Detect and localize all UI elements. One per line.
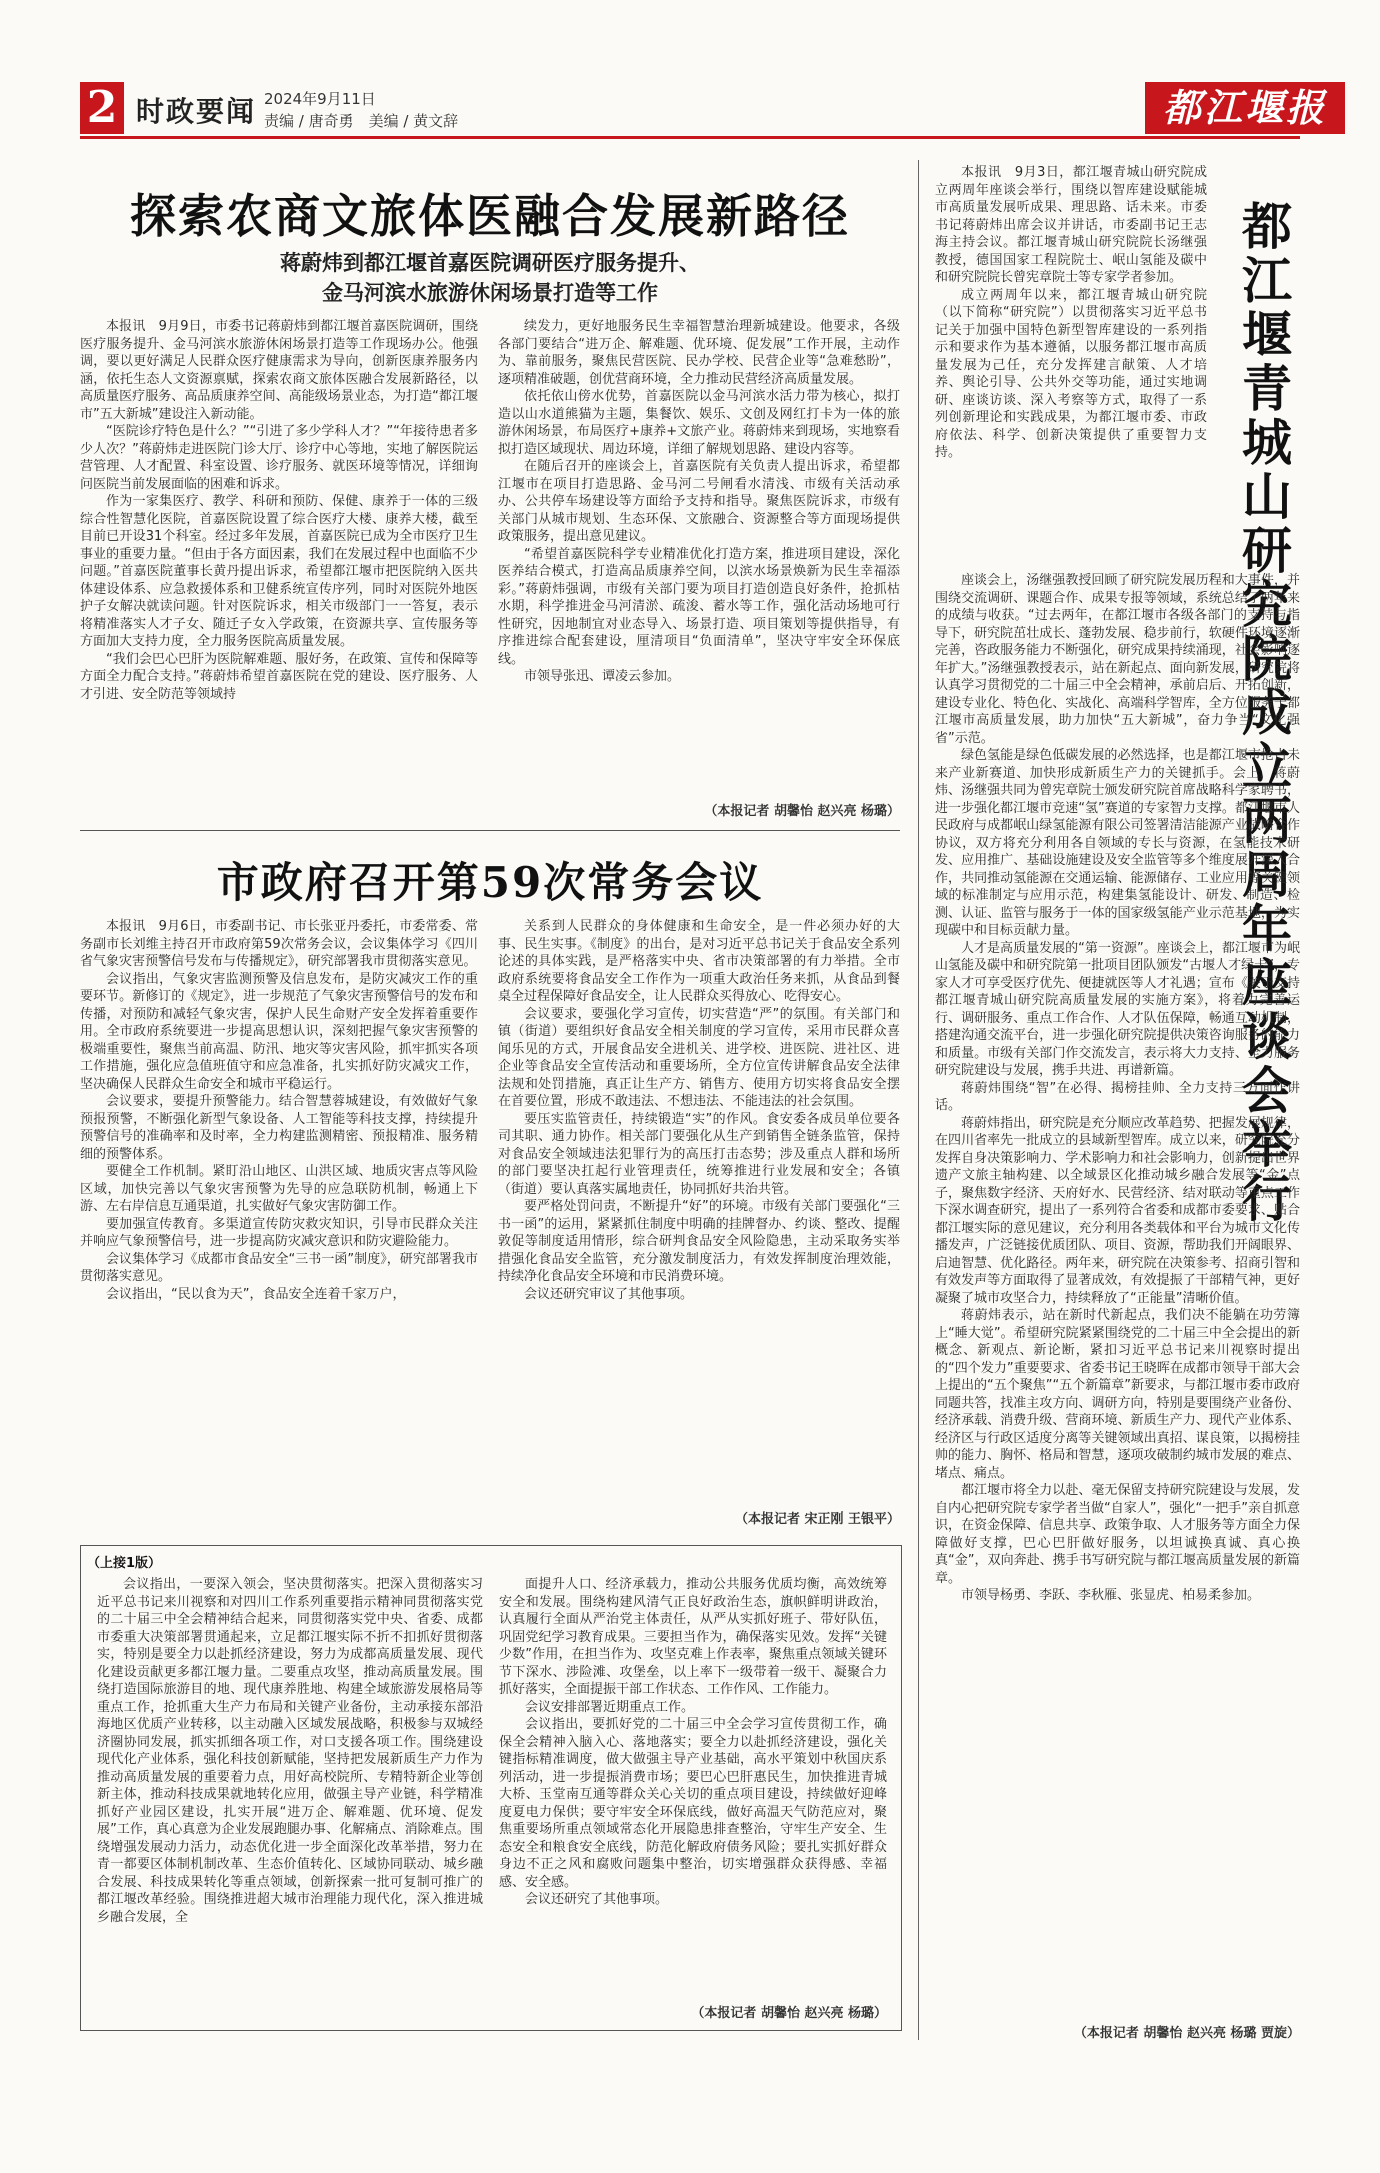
article2-col2 [498, 918, 900, 1490]
paragraph: 蒋蔚炜指出，研究院是充分顺应改革趋势、把握发展规律，在四川省率先一批成立的县域新型智库。成立以来，研究院充分发挥自身决策影响力、学术影响力和社会影响力，创新提出世界遗产文旅主轴构建、以全域景区化推动城乡融合发展等“金”点子，聚焦数字经济、天府好水、民营经济、结对联动等重点工作下深水调查研究，提出了一系列符合省委和成都市委要求、贴合都江堰实际的意见建议，充分利用各类载体和平台为城市文化传播发声，广泛链接优质团队、项目、资源，帮助我们开阔眼界、启迪智慧、优化路径。两年来，研究院在决策参考、招商引智和有效发声等方面取得了显著成效，有效提振了干部精气神，更好凝聚了城市攻坚合力，持续释放了“正能量”清晰价值。 [935, 1115, 1300, 1306]
paragraph: 要压实监管责任，持续锻造“实”的作风。食安委各成员单位要各司其职、通力协作。相关部门要强化从生产到销售全链条监管，保持对食品安全领域违法犯罪行为的高压打击态势；涉及重点人群和场所的部门要坚决扛起行业管理责任，统筹推进行业发展和安全；各镇（街道）要认真落实属地责任，协同抓好共治共管。 [498, 1111, 900, 1197]
paragraph: 在随后召开的座谈会上，首嘉医院有关负责人提出诉求，希望都江堰市在项目打造思路、金马河二号闸看水清浅、市级有关活动承办、公共停车场建设等方面给予支持和指导。聚焦医院诉求，市级有关部门从城市规划、生态环保、文旅融合、资源整合等方面现场提供政策服务，提出意见建议。 [498, 459, 900, 544]
article1-subtitle-line1: 蒋蔚炜到都江堰首嘉医院调研医疗服务提升、 [280, 250, 700, 275]
paragraph: “医院诊疗特色是什么？”“引进了多少学科人才？”“年接待患者多少人次？”蒋蔚炜走进医院门诊大厅、诊疗中心等地，实地了解医院运营管理、人才配置、科室设置、诊疗服务、就医环境等情况，详细询问医院当前发展面临的困难和诉求。 [80, 424, 478, 492]
paragraph: 人才是高质量发展的“第一资源”。座谈会上，都江堰市为岷山氢能及碳中和研究院第一批项目团队颁发“古堰人才绿卡”，专家人才可享受医疗优先、便捷就医等人才礼遇；宣布《关于支持都江堰青城山研究院高质量发展的实施方案》，将着力完善运行、调研服务、重点工作合作、人才队伍保障，畅通互动机制，搭建沟通交流平台，进一步强化研究院提供决策咨询服务的能力和质量。市级有关部门作交流发言，表示将大力支持、全力服务研究院建设与发展，携手共进、再谱新篇。 [935, 940, 1300, 1078]
paragraph: 会议指出，一要深入领会，坚决贯彻落实。把深入贯彻落实习近平总书记来川视察和对四川工作系列重要指示精神同贯彻落实党的二十届三中全会精神结合起来，同贯彻落实党中央、省委、成都市委重大决策部署贯通起来，立足都江堰实际不折不扣抓好贯彻落实，特别是要全力以赴抓经济建设，努力为成都高质量发展、现代化建设贡献更多都江堰力量。二要重点攻坚，推动高质量发展。围绕打造国际旅游目的地、现代康养胜地、构建全域旅游发展格局等重点工作，抢抓重大生产力布局和关键产业备份，主动承接东部沿海地区优质产业转移，以主动融入区域发展战略，积极参与双城经济圈协同发展，抓实抓细各项工作，对口支援各项工作。围绕建设现代化产业体系，强化科技创新赋能，坚持把发展新质生产力作为推动高质量发展的重要着力点，用好高校院所、专精特新企业等创新主体，推动科技成果就地转化应用，做强主导产业链，科学精准抓好产业园区建设，扎实开展“进万企、解难题、优环境、促发展”工作，真心真意为企业发展跑腿办事、化解痛点、消除难点。围绕增强发展动力活力，动态优化进一步全面深化改革举措，努力在青一都要区体制机制改革、生态价值转化、区域协同联动、城乡融合发展、科技成果转化等重点领域，创新探索一批可复制可推广的都江堰改革经验。围绕推进超大城市治理能力现代化，深入推进城乡融合发展，全 [97, 1577, 483, 1925]
paragraph: 绿色氢能是绿色低碳发展的必然选择，也是都江堰市抢占未来产业新赛道、加快形成新质生产力的关键抓手。会上，蒋蔚炜、汤继强共同为曾宪章院士颁发研究院首席战略科学家聘书，进一步强化都江堰市竞速“氢”赛道的专家智力支撑。都江堰市人民政府与成都岷山绿氢能源有限公司签署清洁能源产业战略合作协议，双方将充分利用各自领域的专长与资源，在氢能技术研发、应用推广、基础设施建设及安全监管等多个维度展开深入合作，共同推动氢能源在交通运输、能源储存、工业应用等关键领域的标准制定与应用示范，构建集氢能设计、研发、制造、检测、认证、监管与服务于一体的国家级氢能产业示范基地，为实现碳中和目标贡献力量。 [935, 748, 1300, 938]
article2-col1 [80, 918, 478, 1490]
continued-article-box [80, 1545, 902, 2031]
paragraph: 会议指出，气象灾害监测预警及信息发布，是防灾减灾工作的重要环节。新修订的《规定》，进一步规范了气象灾害预警信号的发布和传播，对预防和减轻气象灾害，保护人民生命财产安全发挥着重要作用。全市政府系统要进一步提高思想认识，深刻把握气象灾害预警的极端重要性，聚焦当前高温、防汛、地灾等灾害风险，抓牢抓实各项工作措施，强化应急值班值守和应急准备，扎实抓好防灾减灾工作，坚决确保人民群众生命安全和城市平稳运行。 [80, 971, 478, 1092]
paragraph: 会议要求，要强化学习宣传，切实营造“严”的氛围。有关部门和镇（街道）要组织好食品安全相关制度的学习宣传，采用市民群众喜闻乐见的方式，开展食品安全进机关、进学校、进医院、进社区、进企业等食品安全宣传活动和重要场所，全方位宣传讲解食品安全法律法规和处罚措施，真正让生产方、销售方、使用方切实将食品安全摆在首要位置，形成不敢违法、不想违法、不能违法的社会氛围。 [498, 1006, 900, 1109]
paragraph: 本报讯 9月6日，市委副书记、市长张亚丹委托，市委常委、常务副市长刘维主持召开市政府第59次常务会议，会议集体学习《四川省气象灾害预警信号发布与传播规定》，研究部署我市贯彻落实意见。 [80, 919, 478, 969]
page-number: 2 [80, 82, 124, 134]
article1-col1 [80, 318, 478, 790]
paragraph: 会议还研究了其他事项。 [525, 1892, 669, 1907]
editor-credits: 责编 / 唐奇勇 美编 / 黄文辞 [264, 112, 459, 130]
article1-byline: （本报记者 胡馨怡 赵兴亮 杨璐） [704, 804, 900, 819]
paragraph: 都江堰市将全力以赴、毫无保留支持研究院建设与发展，发自内心把研究院专家学者当做“自家人”，强化“一把手”亲自抓意识，在资金保障、信息共享、政策争取、人才服务等方面全力保障做好支撑，巴心巴肝做好服务，以坦诚换真诚、真心换真“金”，双向奔赴、携手书写研究院与都江堰高质量发展的新篇章。 [935, 1483, 1300, 1586]
article3-title: 都江堰青城山研究院成立两周年座谈会举行 [1234, 200, 1293, 1226]
paragraph: 蒋蔚炜围绕“智”在必得、揭榜挂帅、全力支持三方面作讲话。 [935, 1080, 1300, 1113]
continued-label: （上接1版） [87, 1556, 162, 1571]
article3-body [935, 572, 1300, 2018]
paragraph: 会议安排部署近期重点工作。 [525, 1699, 695, 1715]
paragraph: 会议指出，“民以食为天”，食品安全连着千家万户， [106, 1286, 406, 1302]
article3-byline: （本报记者 胡馨怡 赵兴亮 杨璐 贾旋） [1073, 2026, 1300, 2041]
paragraph: 市领导杨勇、李跃、李秋雁、张显虎、柏易柔参加。 [961, 1588, 1261, 1603]
article2-title: 市政府召开第59次常务会议 [216, 858, 764, 907]
paragraph: 要加强宣传教育。多渠道宣传防灾救灾知识，引导市民群众关注并响应气象预警信号，进一步提高防灾减灾意识和防灾避险能力。 [80, 1216, 478, 1249]
paragraph: 蒋蔚炜表示，站在新时代新起点，我们决不能躺在功劳簿上“睡大觉”。希望研究院紧紧围绕党的二十届三中全会提出的新概念、新观点、新论断，紧扣习近平总书记来川视察时提出的“四个发力”重要要求、省委书记王晓晖在成都市领导干部大会上提出的“五个聚焦”“五个新篇章”新要求，与都江堰市委市政府同题共答，找准主攻方向、调研方向，特别是要围绕产业备份、经济承载、消费升级、营商环境、新质生产力、现代产业体系、经济区与行政区适度分离等关键领域出真招、谋良策，以揭榜挂帅的能力、胸怀、格局和智慧，逐项攻破制约城市发展的难点、堵点、痛点。 [935, 1308, 1300, 1481]
paragraph: 依托依山傍水优势，首嘉医院以金马河滨水活力带为核心，拟打造以山水道熊猫为主题，集餐饮、娱乐、文创及网红打卡为一体的旅游休闲场景，布局医疗+康养+文旅产业。蒋蔚炜来到现场，实地察看拟打造区域现状、周边环境，详细了解规划思路、建设内容等。 [498, 389, 900, 457]
issue-date: 2024年9月11日 [264, 90, 376, 108]
continued-col1 [97, 1576, 483, 2016]
paragraph: 作为一家集医疗、教学、科研和预防、保健、康养于一体的三级综合性智慧化医院，首嘉医院设置了综合医疗大楼、康养大楼，截至目前已开设31个科室。经过多年发展，首嘉医院已成为全市医疗卫生事业的重要力量。“但由于各方面因素，我们在发展过程中也面临不少问题。”首嘉医院董事长黄丹提出诉求，希望都江堰市把医院纳入医共体建设体系、应急救援体系和卫健系统宣传序列，同时对医院外地医护子女解决就读问题。针对医院诉求，相关市级部门一一答复，表示将精准落实人才子女、随迁子女入学政策，在资源共享、宣传服务等方面加大支持力度，全力服务医院高质量发展。 [80, 494, 478, 649]
header-rule [80, 136, 1300, 139]
paragraph: 面提升人口、经济承载力，推动公共服务优质均衡，高效统筹安全和发展。围绕构建风清气正良好政治生态，旗帜鲜明讲政治，认真履行全面从严治党主体责任，从严从实抓好班子、带好队伍，巩固党纪学习教育成果。三要担当作为，确保落实见效。发挥“关键少数”作用，在担当作为、攻坚克难上作表率，聚焦重点领域关键环节下深水、涉险滩、攻堡垒，以上率下一级带着一级干、凝聚合力抓好落实，全面提振干部工作状态、工作作风、工作能力。 [499, 1577, 887, 1697]
paragraph: 要健全工作机制。紧盯沿山地区、山洪区域、地质灾害点等风险区域，加快完善以气象灾害预警为先导的应急联防机制，畅通上下游、左右岸信息互通渠道，扎实做好气象灾害防御工作。 [80, 1164, 478, 1214]
column-separator [918, 160, 919, 2040]
paragraph: 会议指出，要抓好党的二十届三中全会学习宣传贯彻工作，确保全会精神入脑入心、落地落实；要全力以赴抓经济建设，强化关键指标精准调度，做大做强主导产业基础，高水平策划中秋国庆系列活动，进一步提振消费市场；要巴心巴肝惠民生，加快推进青城大桥、玉堂南互通等群众关心关切的重点项目建设，持续做好迎峰度夏电力保供；要守牢安全环保底线，做好高温天气防范应对，聚焦重要场所重点领域常态化开展隐患排查整治，守牢生产安全、生态安全和粮食安全底线，防范化解政府债务风险；要扎实抓好群众身边不正之风和腐败问题集中整治，切实增强群众获得感、幸福感、安全感。 [499, 1717, 887, 1890]
article1-title: 探索农商文旅体医融合发展新路径 [130, 189, 850, 243]
section-name: 时政要闻 [136, 95, 257, 128]
page-header [80, 82, 1327, 140]
article1-subtitle-line2: 金马河滨水旅游休闲场景打造等工作 [322, 280, 658, 305]
paragraph: 要严格处罚问责，不断提升“好”的环境。市级有关部门要强化“三书一函”的运用，紧紧抓住制度中明确的挂牌督办、约谈、整改、提醒敦促等制度适用情形，综合研判食品安全风险隐患，主动采取务实举措强化食品安全监管，充分激发制度活力，有效发挥制度治理效能，持续净化食品安全环境和市民消费环境。 [498, 1199, 900, 1284]
article1-subtitle [80, 248, 900, 308]
paragraph: 成立两周年以来，都江堰青城山研究院（以下简称“研究院”）以贯彻落实习近平总书记关于加强中国特色新型智库建设的一系列指示和要求作为基本遵循，以服务都江堰市高质量发展为己任，充分发挥建言献策、人才培养、舆论引导、公共外交等功能，通过实地调研、座谈访谈、深入考察等方式，取得了一系列创新理论和实践成果，为都江堰市委、市政府依法、科学、创新决策提供了重要智力支持。 [935, 287, 1207, 460]
paragraph: “我们会巴心巴肝为医院解难题、服好务，在政策、宣传和保障等方面全力配合支持。”蒋蔚炜希望首嘉医院在党的建设、医疗服务、人才引进、安全防范等领域持 [80, 651, 478, 702]
continued-col2 [499, 1576, 887, 1994]
paragraph: 续发力，更好地服务民生幸福智慧治理新城建设。他要求，各级各部门要结合“进万企、解难题、优环境、促发展”工作开展，主动作为、靠前服务，聚焦民营医院、民办学校、民营企业等“急难愁盼”，逐项精准破题，创优营商环境，全力推动民营经济高质量发展。 [498, 319, 900, 387]
paragraph: 本报讯 9月9日，市委书记蒋蔚炜到都江堰首嘉医院调研，围绕医疗服务提升、金马河滨水旅游休闲场景打造等工作现场办公。他强调，要以更好满足人民群众医疗健康需求为导向，创新医康养服务内涵，依托生态人文资源禀赋，探索农商文旅体医融合发展新路径，以高质量医疗服务、高品质康养空间、高能级场景业态，为打造“都江堰市”五大新城”建设注入新动能。 [80, 319, 478, 422]
article1-col2 [498, 318, 900, 790]
paragraph: 会议要求，要提升预警能力。结合智慧蓉城建设，有效做好气象预报预警，不断强化新型气象设备、人工智能等科技支撑，持续提升预警信号的准确率和及时率，全力构建监测精密、预报精准、服务精细的预警体系。 [80, 1094, 478, 1162]
paragraph: 座谈会上，汤继强教授回顾了研究院发展历程和大事件，并围绕交流调研、课题合作、成果专报等领域，系统总结了两年来的成绩与收获。“过去两年，在都江堰市各级各部门的支持与指导下，研究院茁壮成长、蓬勃发展、稳步前行，软硬件环境逐渐完善，咨政服务能力不断强化，研究成果持续涌现，社会影响逐年扩大。”汤继强教授表示，站在新起点、面向新发展，研究院将认真学习贯彻党的二十届三中全会精神，承前启后、开拓创新，建设专业化、特色化、实战化、高端科学智库，全方位服务于都江堰市高质量发展，助力加快“五大新城”，奋力争当“文化强省”示范。 [935, 573, 1300, 746]
paragraph: “希望首嘉医院科学专业精准优化打造方案，推进项目建设，深化医养结合模式，打造高品质康养空间，以滨水场景焕新为民生幸福添彩。”蒋蔚炜强调，市级有关部门要为项目打造创造良好条件，抢抓枯水期，科学推进金马河清淤、疏浚、蓄水等工作，强化活动场地可行性研究，因地制宜对业态导入、场景打造、项目策划等提供指导，有序推进综合配套建设，厘清项目“负面清单”，坚决守牢安全环保底线。 [498, 546, 900, 667]
article3-intro [935, 164, 1207, 564]
paragraph: 市领导张迅、谭凌云参加。 [524, 669, 681, 684]
article2-byline: （本报记者 宋正刚 王银平） [734, 1512, 900, 1527]
paragraph: 关系到人民群众的身体健康和生命安全，是一件必须办好的大事、民生实事。《制度》的出台，是对习近平总书记关于食品安全系列论述的具体实践，是严格落实中央、省市决策部署的有力举措。全市政府系统要将食品安全工作作为一项重大政治任务来抓，从食品到餐桌全过程保障好食品安全，让人民群众买得放心、吃得安心。 [498, 919, 900, 1004]
paragraph: 会议集体学习《成都市食品安全“三书一函”制度》，研究部署我市贯彻落实意见。 [80, 1251, 478, 1284]
article-divider [80, 830, 900, 831]
paragraph: 会议还研究审议了其他事项。 [524, 1286, 694, 1302]
newspaper-masthead: 都江堰报 [1145, 82, 1345, 134]
paragraph: 本报讯 9月3日，都江堰青城山研究院成立两周年座谈会举行，围绕以智库建设赋能城市高质量发展听成果、理思路、话未来。市委书记蒋蔚炜出席会议并讲话，市委副书记王志海主持会议。都江堰青城山研究院院长汤继强教授，德国国家工程院院士、岷山氢能及碳中和研究院院长曾宪章院士等专家学者参加。 [935, 165, 1207, 285]
continued-byline: （本报记者 胡馨怡 赵兴亮 杨璐） [691, 2006, 887, 2021]
